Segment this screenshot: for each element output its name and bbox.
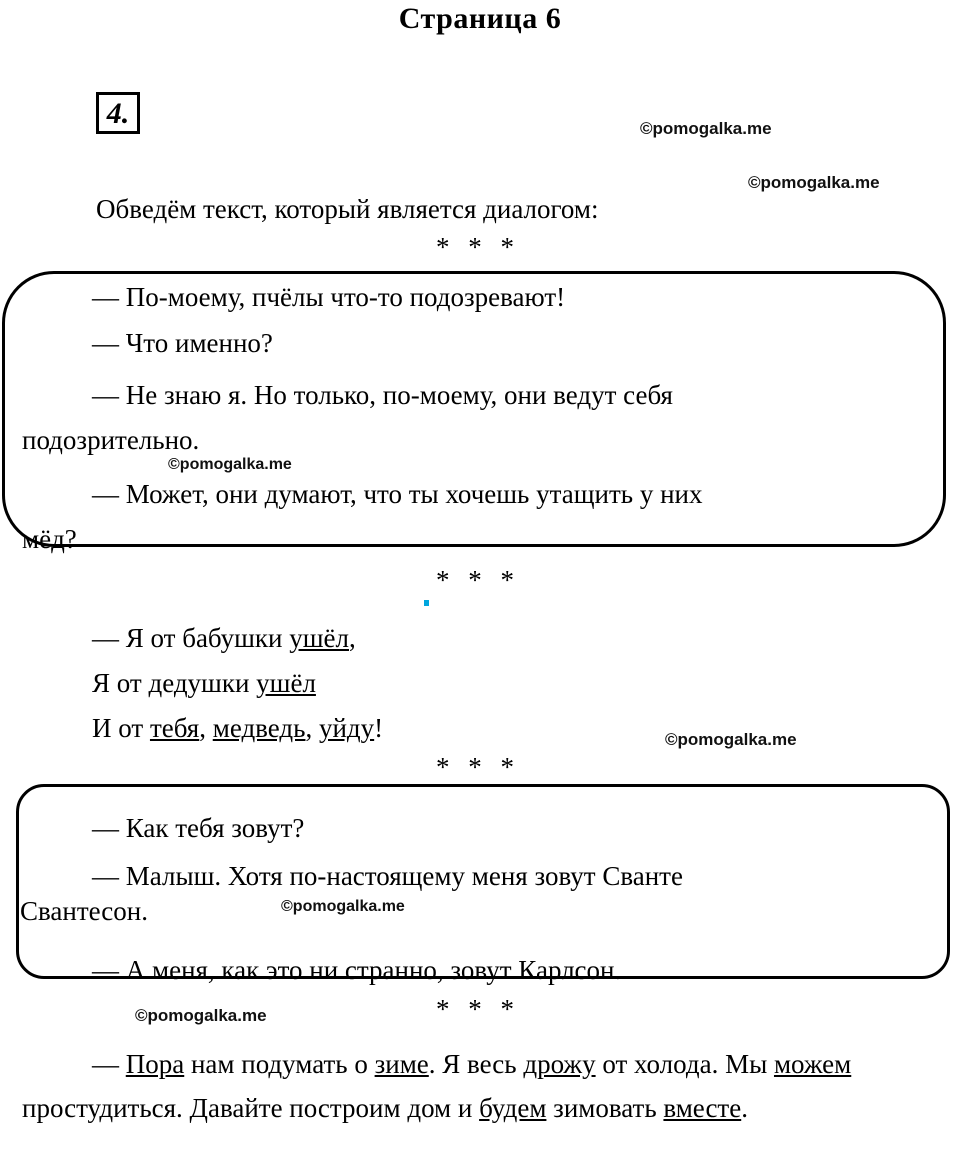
watermark: ©pomogalka.me [168,456,292,473]
exercise-number-box: 4. [96,92,140,134]
dialog2-line-2: — Малыш. Хотя по-настоящему меня зовут Сванте [92,861,683,891]
dialog2-line-1: — Как тебя зовут? [92,813,305,843]
watermark: ©pomogalka.me [281,898,405,915]
dialog1-line-5: — Может, они думают, что ты хочешь утащить у них [92,479,703,509]
verse-line-2-pre: Я от дедушки [92,668,257,698]
verse-line-1-post: , [349,623,356,653]
verse-line-3-underlined-2: медведь [212,713,306,743]
final-underlined-5: будем [479,1093,547,1123]
final-text-6: . [741,1093,748,1123]
verse-line-1-pre: — Я от бабушки [92,623,290,653]
watermark: ©pomogalka.me [748,173,880,192]
final-paragraph [22,1042,942,1130]
final-underlined-4: можем [773,1049,852,1079]
final-underlined-1: Пора [125,1049,185,1079]
watermark: ©pomogalka.me [135,1006,267,1025]
verse-line-3-underlined-3: уйду [318,713,375,743]
dialog1-line-3: — Не знаю я. Но только, по-моему, они ведут себя [92,380,673,410]
final-text-4: простудиться. Давайте построим дом и [22,1093,480,1123]
verse-line-3-underlined-1: тебя [149,713,200,743]
final-text-3: от холода. Мы [595,1049,774,1079]
verse-line-2-underlined: ушёл [256,668,316,698]
verse-line-3-post: ! [374,713,384,743]
verse-line-1 [92,616,356,660]
verse-line-2 [92,661,316,705]
verse-line-1-underlined: ушёл [289,623,349,653]
final-text-5: зимовать [546,1093,664,1123]
verse-line-3 [92,706,383,750]
final-dash: — [92,1049,126,1079]
verse-line-3-mid-1: , [199,713,213,743]
verse-line-3-pre: И от [92,713,150,743]
separator-stars-1: * * * [436,232,520,262]
dialog1-line-4: подозрительно. [22,425,200,455]
blue-speck-artifact [424,600,429,606]
dialog1-line-2: — Что именно? [92,328,273,358]
final-underlined-6: вместе [663,1093,742,1123]
verse-line-3-mid-2: , [305,713,319,743]
final-underlined-3: дрожу [523,1049,596,1079]
page-title: Страница 6 [398,2,562,35]
instruction-text: Обведём текст, который является диалогом: [96,194,599,224]
watermark: ©pomogalka.me [665,730,797,749]
final-text-2: . Я весь [428,1049,524,1079]
final-underlined-2: зиме [374,1049,429,1079]
separator-stars-2: * * * [436,565,520,595]
dialog1-line-6: мёд? [22,524,77,554]
dialog1-line-1: — По-моему, пчёлы что-то подозревают! [92,282,566,312]
dialog2-line-4: — А меня, как это ни странно, зовут Карлсон. [92,955,622,985]
separator-stars-4: * * * [436,994,520,1024]
dialog2-line-3: Свантесон. [20,896,148,926]
separator-stars-3: * * * [436,752,520,782]
final-text-1: нам подумать о [184,1049,375,1079]
watermark: ©pomogalka.me [640,119,772,138]
